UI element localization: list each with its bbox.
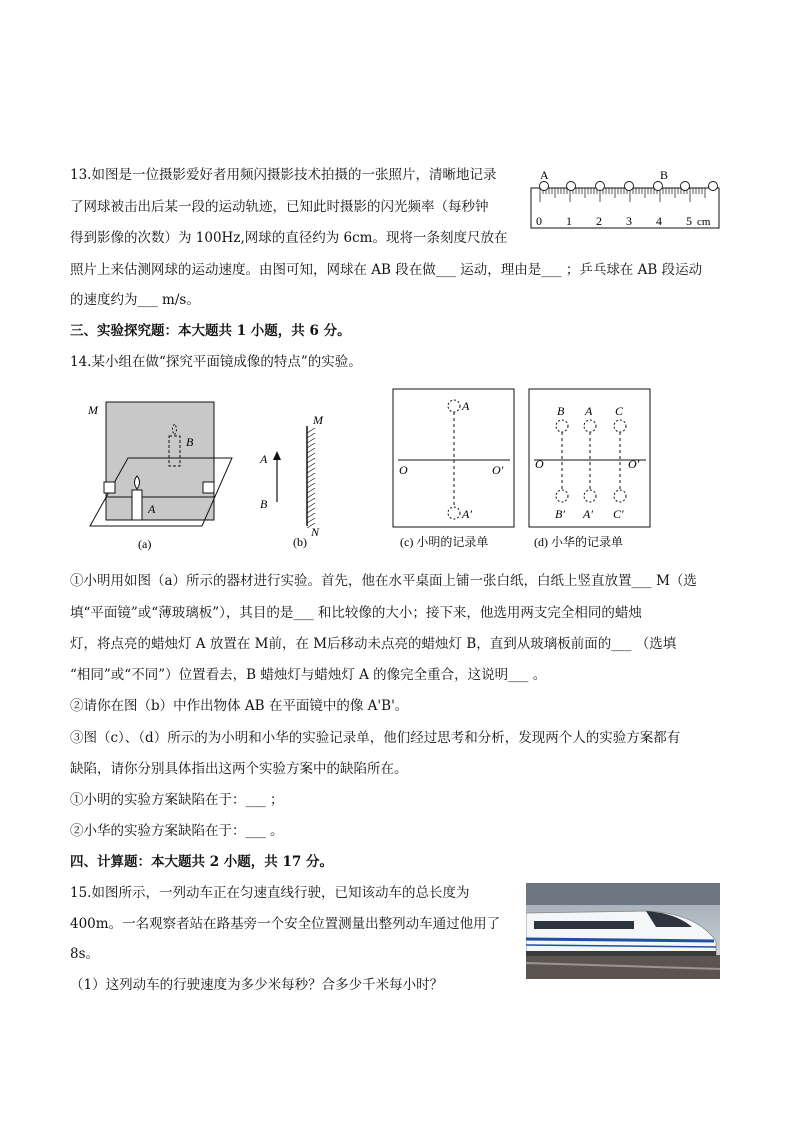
fig-d-label-a2: A′ <box>583 507 593 521</box>
hatch-line <box>307 513 315 518</box>
ball-image <box>654 182 663 191</box>
fig-d-label-c2: C′ <box>613 507 624 521</box>
train-photo <box>526 883 720 979</box>
plate-stand-left <box>104 482 115 493</box>
fig-c-label-a: A <box>462 399 470 413</box>
q13-line4: 照片上来估测网球的运动速度。由图可知，网球在 AB 段在做___ 运动，理由是___ ；乒乓球在 AB 段运动 <box>70 262 703 278</box>
hatch-line <box>307 493 315 498</box>
glass-plate <box>106 402 214 520</box>
fig-a-label-a: A <box>148 502 156 516</box>
ball-image <box>596 182 605 191</box>
section3-heading: 三、实验探究题：本大题共 1 小题，共 6 分。 <box>70 323 351 339</box>
hatch-line <box>307 458 315 463</box>
q13-line1: 13.如图是一位摄影爱好者用频闪摄影技术拍摄的一张照片，清晰地记录 <box>70 167 497 183</box>
fig-d-label-b2: B′ <box>555 507 565 521</box>
q15-line2: 400m。一名观察者站在路基旁一个安全位置测量出整列动车通过他用了 <box>70 916 501 932</box>
point-a-c <box>448 400 460 412</box>
fig-b-label-b: B <box>260 497 268 511</box>
hatch-line <box>307 518 315 523</box>
q14-p1-line2: 填“平面镜”或“薄玻璃板”），其目的是___ 和比较像的大小；接下来，他选用两支完全相同的蜡烛 <box>70 605 642 621</box>
hatch-line <box>307 448 315 453</box>
hatch-line <box>307 443 315 448</box>
figure-d <box>528 388 654 558</box>
q15-line1: 15.如图所示，一列动车正在匀速直线行驶，已知该动车的总长度为 <box>70 885 470 901</box>
q14-p1-line1: ①小明用如图（a）所示的器材进行实验。首先，他在水平桌面上铺一张白纸，白纸上竖直放置___ M（选 <box>70 573 697 589</box>
fig-d-label-c: C <box>615 404 624 418</box>
ruler-tick-3: 3 <box>626 214 632 228</box>
ruler-tick-2: 2 <box>596 214 602 228</box>
fig-d-label-a: A <box>585 404 593 418</box>
fig-b-caption: (b) <box>293 535 307 549</box>
section4-heading: 四、计算题：本大题共 2 小题，共 17 分。 <box>70 854 333 870</box>
ball-image <box>709 182 718 191</box>
hatch-line <box>307 503 315 508</box>
plate-stand-right <box>203 482 214 493</box>
ball-image <box>567 182 576 191</box>
q14-p3-line1: ③图（c）、（d）所示的为小明和小华的实验记录单，他们经过思考和分析，发现两个人的实验方案都有 <box>70 730 681 746</box>
hatch-line <box>307 483 315 488</box>
ball-image <box>625 182 634 191</box>
fig-a-label-m: M <box>88 403 98 417</box>
fig-d-label-b: B <box>557 404 565 418</box>
hatch-line <box>307 433 315 438</box>
q14-p3-line2: 缺陷，请你分别具体指出这两个实验方案中的缺陷所在。 <box>70 761 408 777</box>
point-c-d <box>614 420 626 432</box>
q14-p1-line3: 灯，将点亮的蜡烛灯 A 放置在 M前，在 M后移动未点亮的蜡烛灯 B，直到从玻璃板前面的___ （选填 <box>70 636 677 652</box>
fig-c-label-a2: A′ <box>462 507 472 521</box>
hatch-line <box>307 498 315 503</box>
hatch-line <box>307 468 315 473</box>
q15-sub1: （1）这列动车的行驶速度为多少米每秒？合多少千米每小时？ <box>70 977 444 993</box>
ball-image <box>681 182 690 191</box>
mirror-hatch <box>307 428 315 528</box>
q13-line5: 的速度约为___ m/s。 <box>70 292 200 308</box>
fig-c-label-o: O <box>399 463 408 477</box>
fig-c-label-o2: O′ <box>492 463 504 477</box>
q13-line2: 了网球被击出后某一段的运动轨迹，已知此时摄影的闪光频率（每秒钟 <box>70 199 489 215</box>
q14-p5: ②小华的实验方案缺陷在于：___ 。 <box>70 823 284 839</box>
q13-line3: 得到影像的次数）为 100Hz,网球的直径约为 6cm。现将一条刻度尺放在 <box>70 230 508 246</box>
point-a-d <box>584 420 596 432</box>
ruler-tick-5: 5 <box>686 214 692 228</box>
fig-a-label-b: B <box>186 435 194 449</box>
ruler-figure <box>525 165 725 235</box>
train-illustration <box>526 883 720 979</box>
fig-c-caption: (c) 小明的记录单 <box>400 535 489 549</box>
ruler-label-b: B <box>660 168 669 182</box>
fig-d-caption: (d) 小华的记录单 <box>534 535 623 549</box>
q14-intro: 14.某小组在做“探究平面镜成像的特点”的实验。 <box>70 354 362 370</box>
hatch-line <box>307 508 315 513</box>
hatch-line <box>307 488 315 493</box>
point-a2-c <box>448 507 460 519</box>
point-b-d <box>556 420 568 432</box>
q14-p1-line4: “相同”或“不同”）位置看去，B 蜡烛灯与蜡烛灯 A 的像完全重合，这说明___ 。 <box>70 667 547 683</box>
ball-image <box>540 182 549 191</box>
fig-b-label-n: N <box>311 525 320 539</box>
record-sheet-c <box>393 389 514 527</box>
ruler-label-a: A <box>540 168 549 182</box>
arrow-head-icon <box>273 451 281 460</box>
figure-b <box>255 408 335 553</box>
q14-p4: ①小明的实验方案缺陷在于：___ ； <box>70 792 284 808</box>
candle-a <box>132 490 142 520</box>
figure-a <box>80 390 250 555</box>
point-b2-d <box>556 490 568 502</box>
q14-p2: ②请你在图（b）中作出物体 AB 在平面镜中的像 A'B'。 <box>70 698 409 714</box>
ruler-unit: cm <box>697 216 711 228</box>
hatch-line <box>307 473 315 478</box>
hatch-line <box>307 438 315 443</box>
hatch-line <box>307 463 315 468</box>
hatch-line <box>307 478 315 483</box>
q15-line3: 8s。 <box>70 946 100 962</box>
ruler-tick-4: 4 <box>656 214 662 228</box>
flame-a-icon <box>135 476 140 489</box>
point-a2-d <box>584 490 596 502</box>
hatch-line <box>307 428 315 433</box>
hatch-line <box>307 453 315 458</box>
fig-b-label-m: M <box>313 413 323 427</box>
figure-c <box>392 388 518 558</box>
fig-d-label-o2: O′ <box>628 457 640 471</box>
ruler-tick-0: 0 <box>536 214 542 228</box>
point-c2-d <box>614 490 626 502</box>
fig-b-label-a: A <box>260 452 268 466</box>
ruler-tick-1: 1 <box>566 214 572 228</box>
fig-d-label-o: O <box>535 457 544 471</box>
fig-a-caption: (a) <box>138 537 152 551</box>
